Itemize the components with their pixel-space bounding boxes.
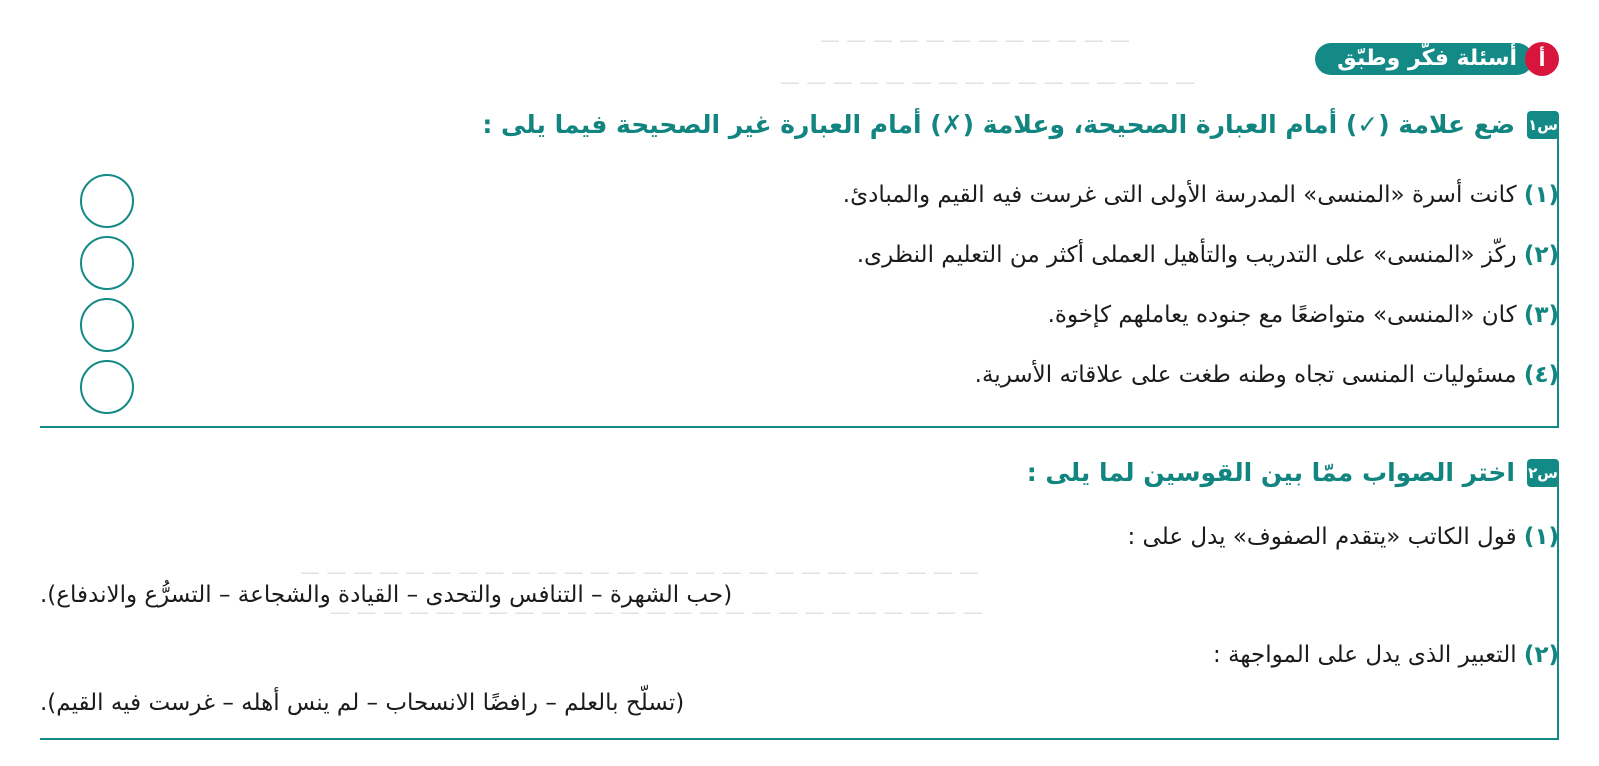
statement-text: مسئوليات المنسى تجاه وطنه طغت على علاقاته الأسرية. bbox=[974, 362, 1517, 388]
statement-text: كانت أسرة «المنسى» المدرسة الأولى التى غرست فيه القيم والمبادئ. bbox=[842, 182, 1517, 208]
q1-badge: س١ bbox=[1527, 111, 1559, 139]
item-text: قول الكاتب «يتقدم الصفوف» يدل على : bbox=[1127, 524, 1517, 550]
q1-statement-1 bbox=[843, 182, 1559, 208]
q1-heading bbox=[482, 110, 1559, 139]
ghost-text: — — — — — — — — — — — — bbox=[820, 28, 1130, 52]
statement-number: (٢) bbox=[1523, 242, 1559, 268]
q2-item-1-options: (حب الشهرة – التنافس والتحدى – القيادة والشجاعة – التسرُّع والاندفاع). bbox=[40, 582, 733, 608]
statement-text: كان «المنسى» متواضعًا مع جنوده يعاملهم كإخوة. bbox=[1047, 302, 1517, 328]
q1-bottom-rule bbox=[40, 426, 1559, 428]
answer-circle-3[interactable] bbox=[80, 298, 134, 352]
statement-text: ركّز «المنسى» على التدريب والتأهيل العملى أكثر من التعليم النظرى. bbox=[856, 242, 1517, 268]
item-number: (١) bbox=[1523, 524, 1559, 550]
section-title: أسئلة فكّر وطبّق bbox=[1315, 43, 1533, 75]
answer-circle-1[interactable] bbox=[80, 174, 134, 228]
q2-bottom-rule bbox=[40, 738, 1559, 740]
ghost-text: — — — — — — — — — — — — — — — — — — — — — — — — — — bbox=[300, 560, 979, 584]
section-marker: أ bbox=[1525, 42, 1559, 76]
q2-heading bbox=[1027, 458, 1559, 487]
q2-side-rule bbox=[1557, 468, 1559, 738]
answer-circle-2[interactable] bbox=[80, 236, 134, 290]
ghost-text: — — — — — — — — — — — — — — — — bbox=[780, 70, 1196, 94]
q2-badge: س٢ bbox=[1527, 459, 1559, 487]
q2-item-1 bbox=[1127, 524, 1559, 550]
ghost-text: — — — — — — — — — — — — — — — — — — — — — — — — — bbox=[330, 600, 983, 624]
item-number: (٢) bbox=[1523, 642, 1559, 668]
answer-circle-4[interactable] bbox=[80, 360, 134, 414]
q1-instruction: ضع علامة (✓) أمام العبارة الصحيحة، وعلامة (✗) أمام العبارة غير الصحيحة فيما يلى : bbox=[482, 110, 1515, 139]
section-header bbox=[1315, 40, 1559, 78]
item-text: التعبير الذى يدل على المواجهة : bbox=[1213, 642, 1517, 668]
q1-statement-4 bbox=[975, 362, 1559, 388]
q2-item-2-options: (تسلّح بالعلم – رافضًا الانسحاب – لم ينس أهله – غرست فيه القيم). bbox=[40, 690, 685, 716]
q1-statement-2 bbox=[857, 242, 1559, 268]
q2-instruction: اختر الصواب ممّا بين القوسين لما يلى : bbox=[1026, 458, 1515, 487]
statement-number: (٤) bbox=[1523, 362, 1559, 388]
q2-item-2 bbox=[1213, 642, 1559, 668]
q1-statement-3 bbox=[1048, 302, 1559, 328]
statement-number: (١) bbox=[1523, 182, 1559, 208]
statement-number: (٣) bbox=[1523, 302, 1559, 328]
